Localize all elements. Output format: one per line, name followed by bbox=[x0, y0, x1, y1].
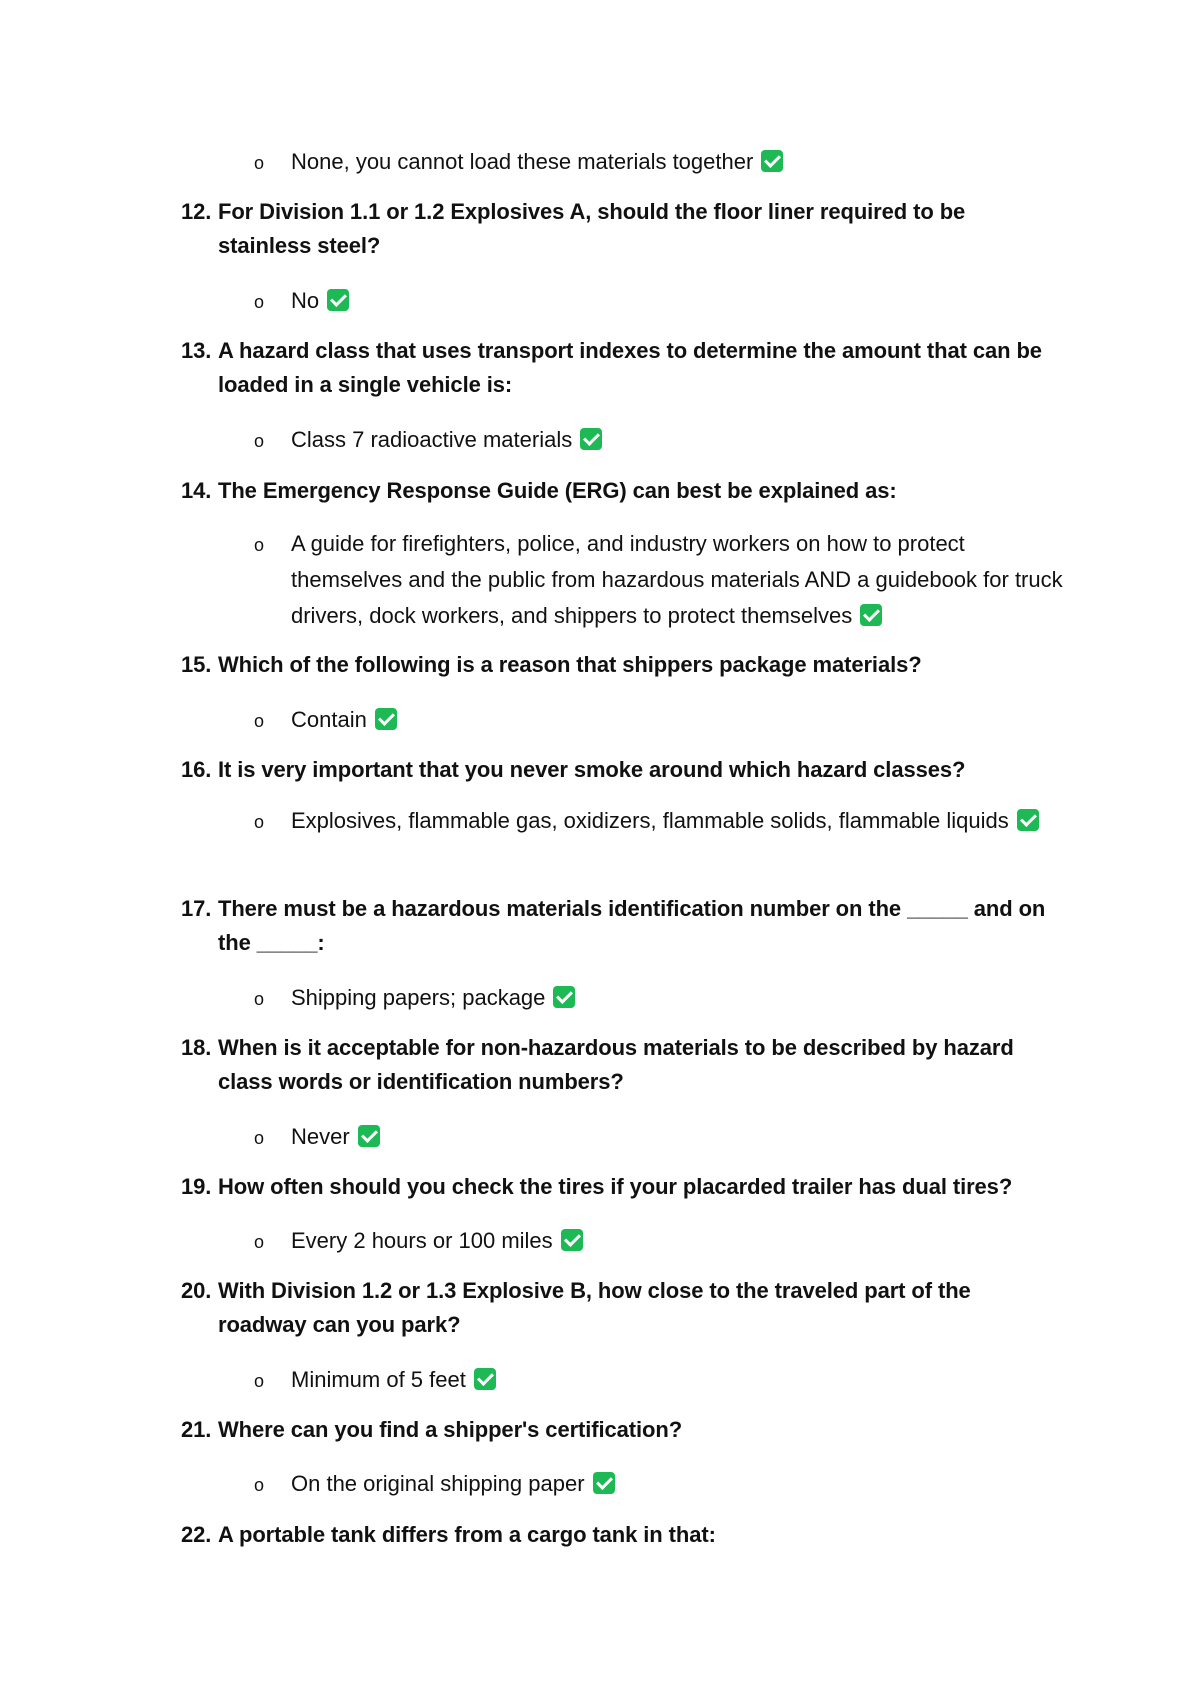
answer-13 bbox=[254, 422, 1074, 458]
answer-text: Shipping papers; package bbox=[291, 985, 546, 1010]
bullet: o bbox=[254, 812, 265, 832]
answer-text: Explosives, flammable gas, oxidizers, flammable solids, flammable liquids bbox=[291, 808, 1009, 833]
check-mark-icon bbox=[860, 604, 882, 626]
bullet: o bbox=[254, 1475, 265, 1495]
answer-16 bbox=[254, 803, 1074, 839]
check-mark-icon bbox=[375, 708, 397, 730]
answer-text: Contain bbox=[291, 707, 367, 732]
question-20 bbox=[181, 1274, 1061, 1342]
question-text: When is it acceptable for non-hazardous materials to be described by hazard class words or identification numbers? bbox=[218, 1035, 1014, 1094]
answer-17 bbox=[254, 980, 1074, 1016]
question-14 bbox=[181, 474, 1061, 508]
question-16 bbox=[181, 753, 1061, 787]
answer-21 bbox=[254, 1466, 1074, 1502]
bullet: o bbox=[254, 153, 265, 173]
question-text: How often should you check the tires if your placarded trailer has dual tires? bbox=[218, 1174, 1013, 1199]
question-17 bbox=[181, 892, 1061, 960]
question-text: Which of the following is a reason that shippers package materials? bbox=[218, 652, 922, 677]
bullet: o bbox=[254, 535, 265, 555]
answer-text: None, you cannot load these materials together bbox=[291, 149, 754, 174]
question-text: A portable tank differs from a cargo tank in that: bbox=[218, 1522, 716, 1547]
check-mark-icon bbox=[553, 986, 575, 1008]
check-mark-icon bbox=[327, 289, 349, 311]
question-number: 21. bbox=[181, 1417, 212, 1442]
question-text: With Division 1.2 or 1.3 Explosive B, how close to the traveled part of the roadway can you park? bbox=[218, 1278, 971, 1337]
bullet: o bbox=[254, 711, 265, 731]
answer-text: A guide for firefighters, police, and industry workers on how to protect themselves and the public from hazardous materials AND a guidebook for truck drivers, dock workers, and shippers to protect themselves bbox=[291, 531, 1063, 628]
question-text: Where can you find a shipper's certification? bbox=[218, 1417, 683, 1442]
answer-20 bbox=[254, 1362, 1074, 1398]
bullet: o bbox=[254, 292, 265, 312]
question-text: There must be a hazardous materials identification number on the _____ and on the _____: bbox=[218, 896, 1046, 955]
question-number: 17. bbox=[181, 896, 212, 921]
question-text: A hazard class that uses transport indexes to determine the amount that can be loaded in a single vehicle is: bbox=[218, 338, 1042, 397]
check-mark-icon bbox=[761, 150, 783, 172]
answer-text: On the original shipping paper bbox=[291, 1471, 585, 1496]
question-text: The Emergency Response Guide (ERG) can best be explained as: bbox=[218, 478, 897, 503]
answer-text: Never bbox=[291, 1124, 350, 1149]
bullet: o bbox=[254, 1232, 265, 1252]
question-number: 15. bbox=[181, 652, 212, 677]
answer-text: Class 7 radioactive materials bbox=[291, 427, 573, 452]
question-number: 12. bbox=[181, 199, 212, 224]
bullet: o bbox=[254, 1128, 265, 1148]
question-13 bbox=[181, 334, 1061, 402]
question-22 bbox=[181, 1518, 1061, 1552]
check-mark-icon bbox=[561, 1229, 583, 1251]
question-number: 14. bbox=[181, 478, 212, 503]
question-number: 19. bbox=[181, 1174, 212, 1199]
question-text: For Division 1.1 or 1.2 Explosives A, should the floor liner required to be stainless steel? bbox=[218, 199, 966, 258]
bullet: o bbox=[254, 1371, 265, 1391]
answer-text: No bbox=[291, 288, 320, 313]
question-number: 18. bbox=[181, 1035, 212, 1060]
question-19 bbox=[181, 1170, 1061, 1204]
question-text: It is very important that you never smoke around which hazard classes? bbox=[218, 757, 966, 782]
question-number: 22. bbox=[181, 1522, 212, 1547]
question-15 bbox=[181, 648, 1061, 682]
answer-text: Minimum of 5 feet bbox=[291, 1367, 466, 1392]
question-number: 13. bbox=[181, 338, 212, 363]
check-mark-icon bbox=[1017, 809, 1039, 831]
answer-15 bbox=[254, 702, 1074, 738]
answer-19 bbox=[254, 1223, 1074, 1259]
answer-text: Every 2 hours or 100 miles bbox=[291, 1228, 553, 1253]
question-21 bbox=[181, 1413, 1061, 1447]
question-number: 20. bbox=[181, 1278, 212, 1303]
bullet: o bbox=[254, 431, 265, 451]
question-18 bbox=[181, 1031, 1061, 1099]
check-mark-icon bbox=[593, 1472, 615, 1494]
check-mark-icon bbox=[358, 1125, 380, 1147]
answer-12 bbox=[254, 283, 1074, 319]
bullet: o bbox=[254, 989, 265, 1009]
answer-18 bbox=[254, 1119, 1074, 1155]
check-mark-icon bbox=[474, 1368, 496, 1390]
question-number: 16. bbox=[181, 757, 212, 782]
check-mark-icon bbox=[580, 428, 602, 450]
answer-11 bbox=[254, 144, 1074, 180]
question-12 bbox=[181, 195, 1061, 263]
answer-14 bbox=[254, 526, 1074, 634]
